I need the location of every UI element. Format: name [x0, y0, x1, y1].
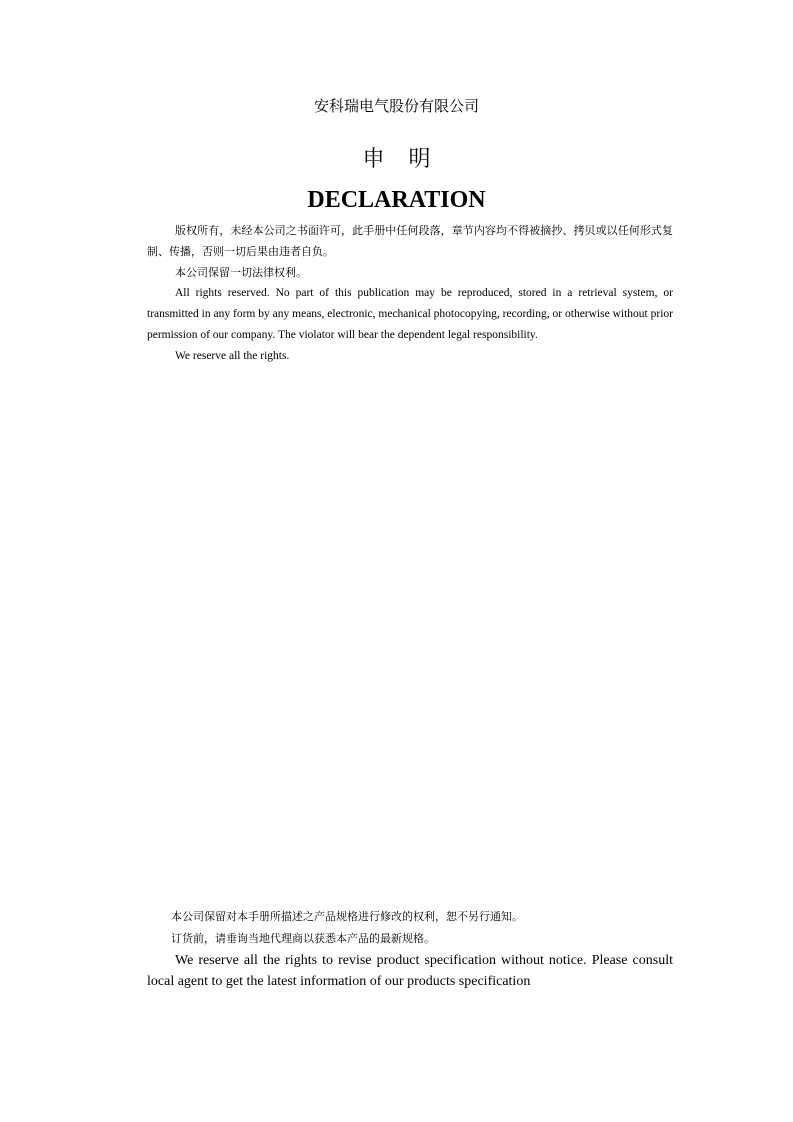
copyright-section [147, 220, 673, 367]
rights-reserved-en: We reserve all the rights. [175, 350, 290, 362]
declaration-title-en: DECLARATION [307, 187, 486, 213]
copyright-paragraph-en: All rights reserved. No part of this publication may be reproduced, stored in a retrieval system, or transmitted in any form by any means, electronic, mechanical photocopying, recording, or otherwise without prior permission of our company. The violator will bear the dependent legal responsibility. [147, 287, 673, 341]
specification-notice-section [147, 906, 673, 992]
declaration-title-cn: 申明 [362, 147, 455, 172]
copyright-paragraph-cn: 版权所有，未经本公司之书面许可，此手册中任何段落，章节内容均不得被摘抄、拷贝或以任何形式复制、传播，否则一切后果由违者自负。 [147, 224, 673, 258]
consult-agent-notice-cn: 订货前，请垂询当地代理商以获悉本产品的最新规格。 [171, 932, 435, 945]
company-name: 安科瑞电气股份有限公司 [313, 97, 479, 115]
rights-reserved-cn: 本公司保留一切法律权利。 [175, 266, 307, 279]
spec-revision-notice-en: We reserve all the rights to revise product specification without notice. Please consult local agent to get the latest information of our products specification [147, 953, 673, 989]
spec-revision-notice-cn: 本公司保留对本手册所描述之产品规格进行修改的权利，恕不另行通知。 [171, 910, 523, 923]
